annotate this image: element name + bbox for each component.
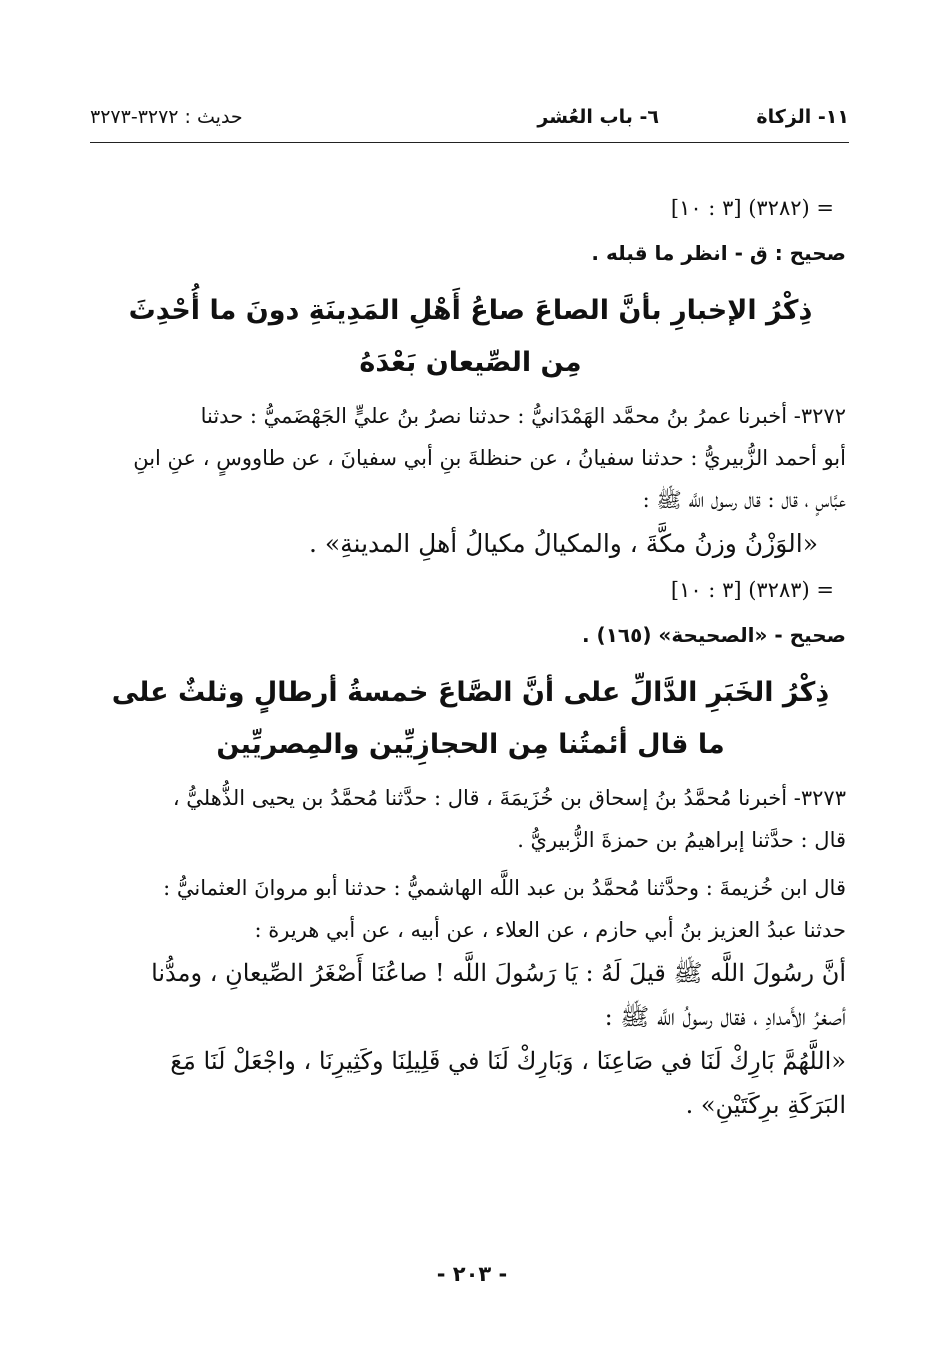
- chapter-heading: [95, 667, 846, 771]
- text-line: عبَّاسٍ ، قال : قال رسول اللَّه ﷺ :: [642, 488, 846, 512]
- narration-paragraph: [95, 951, 846, 1039]
- chain-paragraph: [95, 867, 846, 951]
- text-line: أنَّ رسُولَ اللَّه ﷺ قيلَ لَهُ : يَا رَسُولَ اللَّه ! صاعُنَا أَصْغَرُ الصِّيعانِ ، ومدُّنا: [151, 959, 846, 987]
- heading-line: ما قال أئمتُنا مِن الحجازِيِّين والمِصريِّين: [216, 729, 725, 760]
- text-line: حدثنا عبدُ العزيز بنُ أبي حازم ، عن العلاء ، عن أبيه ، عن أبي هريرة :: [254, 918, 846, 942]
- cross-reference: = (٣٢٨٣) [٣ : ١٠]: [670, 578, 834, 602]
- text-line: ٣٢٧٢- أخبرنا عمرُ بنُ محمَّد الهَمْدَانيُّ : حدثنا نصرُ بنُ عليٍّ الجَهْضَميُّ : حدثنا: [200, 404, 846, 428]
- hadith-range: حديث : ٣٢٧٢-٣٢٧٣: [90, 106, 243, 128]
- heading-line: ذِكْرُ الإخبارِ بأنَّ الصاعَ صاعُ أَهْلِ المَدِينَةِ دونَ ما أُحْدِثَ: [128, 295, 813, 326]
- text-line: أصغرُ الأَمدادِ ، فقال رسولُ اللَّه ﷺ :: [604, 1003, 846, 1031]
- text-line: قال : حدَّثنا إبراهيمُ بن حمزةَ الزُّبيريُّ .: [517, 828, 846, 852]
- heading-line: مِن الصِّيعان بَعْدَهُ: [359, 347, 582, 378]
- running-header: [90, 100, 849, 134]
- chapter-heading: [95, 285, 846, 389]
- cross-reference: = (٣٢٨٢) [٣ : ١٠]: [670, 196, 834, 220]
- prophetic-quote: «الوَزْنُ وزنُ مكَّةَ ، والمكيالُ مكيالُ أهلِ المدينةِ» .: [308, 529, 818, 558]
- text-line: قال ابن خُزيمةَ : وحدَّثنا مُحمَّدُ بن عبد اللَّه الهاشميُّ : حدثنا أبو مروانَ العثمانيُّ :: [163, 876, 846, 900]
- hadith-3273: [95, 777, 846, 861]
- page-number: - ٢٠٣ -: [436, 1262, 508, 1286]
- text-line: البَرَكَةِ برِكَتَيْنِ» .: [685, 1091, 846, 1119]
- heading-line: ذِكْرُ الخَبَرِ الدَّالِّ على أنَّ الصَّاعَ خمسةُ أرطالٍ وثلثٌ على: [111, 677, 830, 708]
- chapter-title: ١١- الزكاة: [756, 106, 849, 128]
- section-title: ٦- باب العُشر: [537, 106, 659, 128]
- grading-note: صحيح : ق - انظر ما قبله .: [591, 241, 846, 265]
- text-line: «اللَّهُمَّ بَارِكْ لَنَا في صَاعِنَا ، وَبَارِكْ لَنَا في قَلِيلِنَا وكَثِيرِنَا ، واجْعَلْ لَنَا مَعَ: [170, 1047, 846, 1075]
- grading-note: صحيح - «الصحيحة» (١٦٥) .: [581, 623, 846, 647]
- text-line: أبو أحمد الزُّبيريُّ : حدثنا سفيانُ ، عن حنظلةَ بنِ أبي سفيانَ ، عن طاووسٍ ، عنِ ابنِ: [133, 446, 846, 470]
- text-line: ٣٢٧٣- أخبرنا مُحمَّدُ بنُ إسحاق بن خُزَيمَةَ ، قال : حدَّثنا مُحمَّدُ بن يحيى الذُّهليُّ ،: [172, 786, 846, 810]
- prophetic-quote: [95, 1039, 846, 1127]
- header-rule: [90, 142, 849, 143]
- page-body: [95, 185, 846, 1127]
- hadith-3272: [95, 395, 846, 521]
